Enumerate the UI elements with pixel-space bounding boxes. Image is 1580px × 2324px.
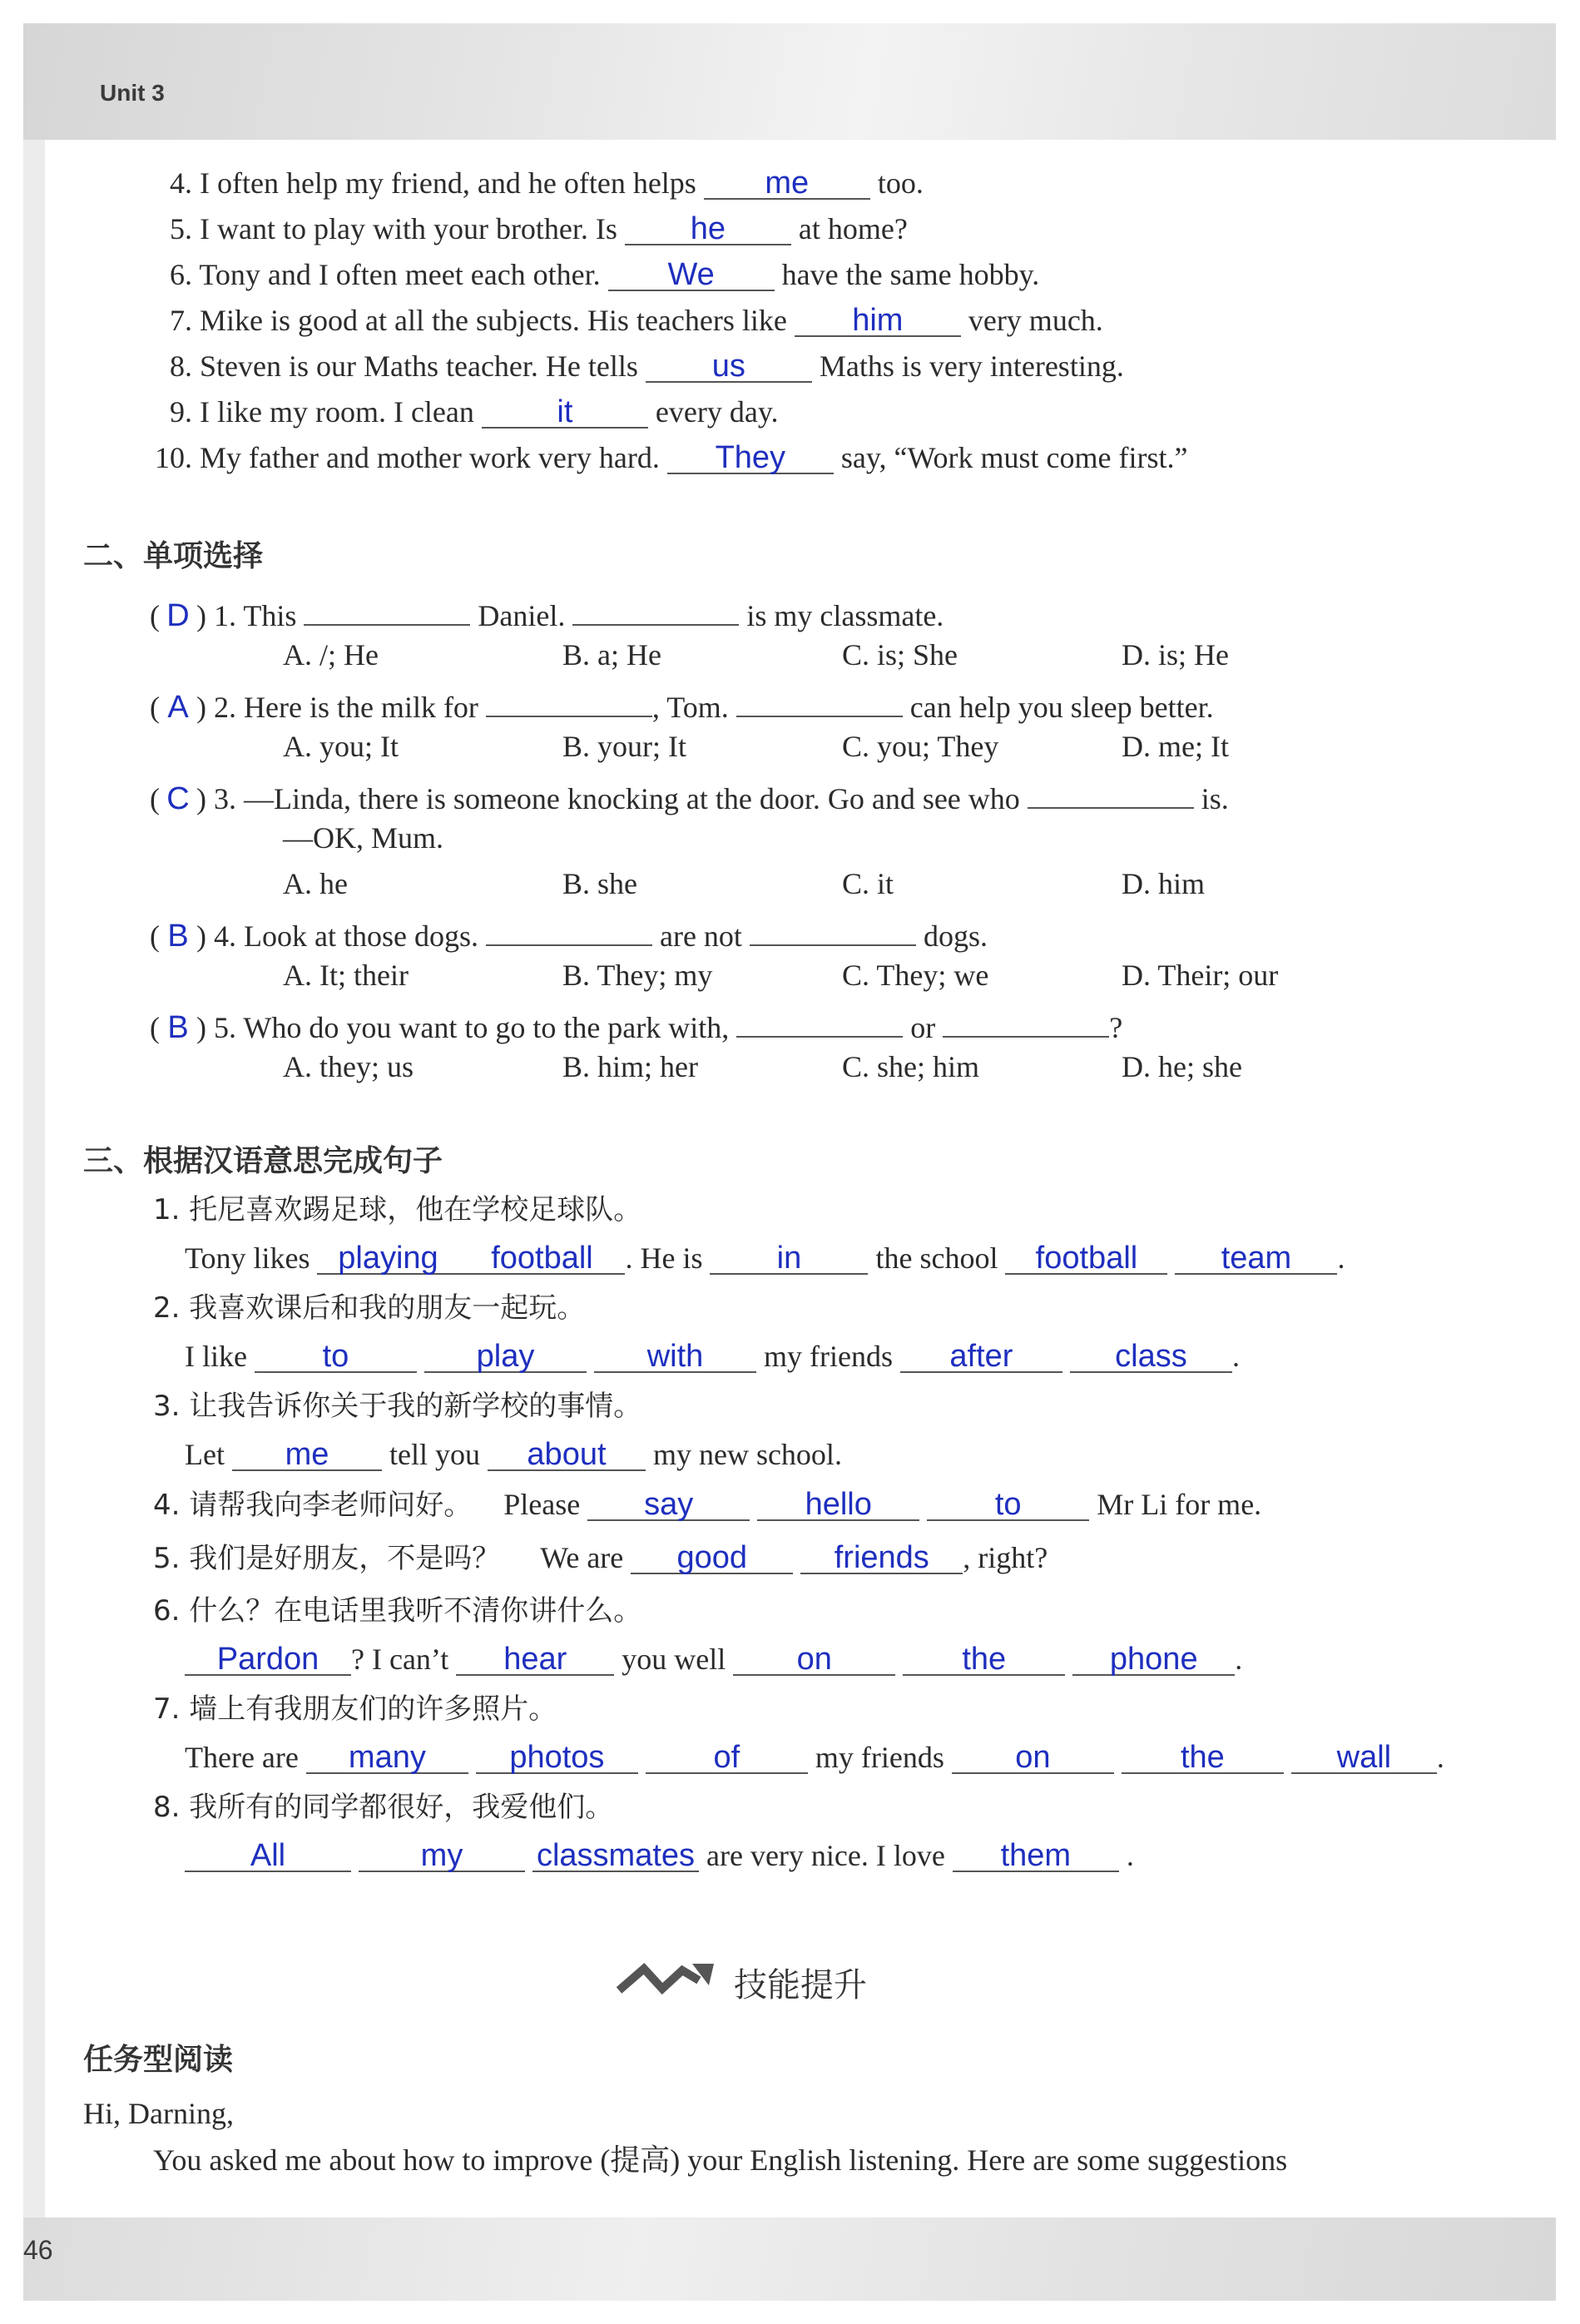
mc-options-3 bbox=[283, 865, 1205, 902]
section-title-multiple-choice: 二、单项选择 bbox=[83, 539, 264, 573]
mc-question-5: ( B ) 5. Who do you want to go to the park with, or ? bbox=[150, 1003, 1122, 1046]
answer: the bbox=[1180, 1740, 1225, 1775]
skills-title: 技能提升 bbox=[734, 1966, 867, 2004]
p3-item-4: 4. 请帮我向李老师问好。 Please say hello to Mr Li for me. bbox=[153, 1487, 1262, 1522]
mc-question-1: ( D ) 1. This Daniel. is my classmate. bbox=[150, 591, 944, 634]
unit-label: Unit 3 bbox=[100, 80, 165, 106]
answer: it bbox=[557, 394, 573, 429]
option: D. him bbox=[1122, 867, 1206, 900]
option: D. is; He bbox=[1122, 638, 1229, 671]
header-band bbox=[23, 23, 1556, 140]
part1-item-9: 9. I like my room. I clean it every day. bbox=[170, 394, 779, 429]
mc-question-3-line2: —OK, Mum. bbox=[283, 821, 444, 855]
reading-title: 任务型阅读 bbox=[83, 2043, 234, 2077]
answer: of bbox=[713, 1740, 740, 1775]
option: B. your; It bbox=[562, 730, 686, 763]
section-title-complete-sentences: 三、根据汉语意思完成句子 bbox=[83, 1144, 443, 1178]
part1-item-7: 7. Mike is good at all the subjects. His teachers like him very much. bbox=[170, 303, 1103, 338]
mc-options-5 bbox=[283, 1048, 1242, 1085]
mc-options-2 bbox=[283, 728, 1229, 765]
answer: football bbox=[491, 1241, 593, 1276]
answer: class bbox=[1115, 1339, 1187, 1374]
option: C. she; him bbox=[842, 1050, 980, 1083]
answer: the bbox=[962, 1642, 1007, 1677]
answer: classmates bbox=[536, 1838, 696, 1873]
answer: on bbox=[796, 1642, 832, 1677]
answer: about bbox=[527, 1437, 607, 1472]
mc-answer: A bbox=[167, 690, 189, 725]
page-number: 46 bbox=[23, 2235, 53, 2265]
option: D. me; It bbox=[1122, 730, 1229, 763]
p3-item-7-english: There are many photos of my friends on the wall . bbox=[185, 1740, 1444, 1775]
skills-heading bbox=[616, 1957, 867, 2008]
option: C. They; we bbox=[842, 959, 989, 992]
mc-answer: B bbox=[167, 1010, 189, 1045]
option: C. you; They bbox=[842, 730, 999, 763]
left-margin-band bbox=[23, 140, 45, 2217]
option: A. they; us bbox=[283, 1050, 414, 1083]
option: B. she bbox=[562, 867, 637, 900]
mc-question-2: ( A ) 2. Here is the milk for , Tom. can help you sleep better. bbox=[150, 682, 1214, 726]
part1-item-6: 6. Tony and I often meet each other. We have the same hobby. bbox=[170, 257, 1040, 292]
answer: many bbox=[348, 1740, 426, 1775]
answer: We bbox=[667, 257, 715, 292]
answer: All bbox=[250, 1838, 286, 1873]
answer: them bbox=[1000, 1838, 1072, 1873]
p3-item-2-chinese: 2. 我喜欢课后和我的朋友一起玩。 bbox=[153, 1291, 586, 1325]
option: D. Their; our bbox=[1122, 959, 1279, 992]
p3-item-6-chinese: 6. 什么？在电话里我听不清你讲什么。 bbox=[153, 1594, 642, 1628]
answer: us bbox=[711, 349, 745, 384]
answer: in bbox=[776, 1241, 802, 1276]
option: A. he bbox=[283, 867, 348, 900]
part1-item-4: 4. I often help my friend, and he often helps me too. bbox=[170, 166, 924, 201]
option: C. it bbox=[842, 867, 894, 900]
option: C. is; She bbox=[842, 638, 958, 671]
part1-item-10: 10. My father and mother work very hard. They say, “Work must come first.” bbox=[155, 440, 1188, 475]
reading-greeting: Hi, Darning, bbox=[83, 2097, 234, 2130]
mc-answer: C bbox=[166, 781, 190, 816]
answer: after bbox=[949, 1339, 1013, 1374]
answer: him bbox=[852, 303, 904, 338]
answer: friends bbox=[834, 1540, 929, 1575]
answer: playing bbox=[338, 1241, 438, 1276]
p3-item-3-english: Let me tell you about my new school. bbox=[185, 1437, 842, 1472]
answer: to bbox=[322, 1339, 349, 1374]
option: B. They; my bbox=[562, 959, 713, 992]
mc-options-4 bbox=[283, 957, 1278, 994]
answer: football bbox=[1035, 1241, 1138, 1276]
reading-line-1: You asked me about how to improve (提高) your English listening. Here are some suggestions bbox=[153, 2143, 1288, 2177]
p3-item-5: 5. 我们是好朋友，不是吗？ We are good friends , right? bbox=[153, 1540, 1048, 1575]
p3-item-8-chinese: 8. 我所有的同学都很好，我爱他们。 bbox=[153, 1791, 614, 1824]
p3-item-4-chinese: 4. 请帮我向李老师问好。 bbox=[153, 1489, 473, 1522]
answer: hello bbox=[805, 1487, 872, 1522]
answer: photos bbox=[509, 1740, 605, 1775]
answer: hear bbox=[503, 1642, 567, 1677]
answer: good bbox=[676, 1540, 748, 1575]
answer: say bbox=[644, 1487, 694, 1522]
trend-arrow-icon bbox=[616, 1957, 716, 2008]
p3-item-5-chinese: 5. 我们是好朋友，不是吗？ bbox=[153, 1542, 501, 1575]
option: A. /; He bbox=[283, 638, 379, 671]
answer: me bbox=[765, 166, 810, 201]
answer: my bbox=[420, 1838, 463, 1873]
option: D. he; she bbox=[1122, 1050, 1242, 1083]
part1-item-8: 8. Steven is our Maths teacher. He tells us Maths is very interesting. bbox=[170, 349, 1124, 384]
mc-answer: D bbox=[166, 598, 190, 633]
answer: me bbox=[285, 1437, 329, 1472]
mc-question-3: ( C ) 3. —Linda, there is someone knocking at the door. Go and see who is. bbox=[150, 774, 1229, 817]
p3-item-7-chinese: 7. 墙上有我朋友们的许多照片。 bbox=[153, 1692, 557, 1726]
p3-item-6-english: Pardon ? I can’t hear you well on the phone . bbox=[185, 1641, 1242, 1677]
answer: to bbox=[994, 1487, 1022, 1522]
option: A. you; It bbox=[283, 730, 399, 763]
option: B. a; He bbox=[562, 638, 661, 671]
p3-item-8-english: All my classmates are very nice. I love them . bbox=[185, 1837, 1134, 1874]
answer: team bbox=[1221, 1241, 1292, 1276]
answer: Pardon bbox=[216, 1642, 319, 1677]
p3-item-2-english: I like to play with my friends after class . bbox=[185, 1339, 1240, 1374]
answer: They bbox=[715, 440, 786, 475]
p3-item-1-chinese: 1. 托尼喜欢踢足球，他在学校足球队。 bbox=[153, 1193, 642, 1226]
answer: with bbox=[646, 1339, 704, 1374]
mc-question-4: ( B ) 4. Look at those dogs. are not dogs. bbox=[150, 911, 988, 954]
answer: play bbox=[476, 1339, 535, 1374]
footer-band bbox=[23, 2217, 1556, 2301]
mc-options-1 bbox=[283, 637, 1229, 673]
answer: on bbox=[1015, 1740, 1051, 1775]
p3-item-3-chinese: 3. 让我告诉你关于我的新学校的事情。 bbox=[153, 1390, 642, 1423]
answer: phone bbox=[1109, 1642, 1198, 1677]
option: B. him; her bbox=[562, 1050, 698, 1083]
part1-item-5: 5. I want to play with your brother. Is he at home? bbox=[170, 211, 908, 246]
answer: wall bbox=[1336, 1740, 1392, 1775]
p3-item-1-english: Tony likes playing football . He is in the school football team . bbox=[185, 1241, 1345, 1276]
option: A. It; their bbox=[283, 959, 409, 992]
answer: he bbox=[690, 211, 726, 246]
mc-answer: B bbox=[167, 919, 189, 954]
